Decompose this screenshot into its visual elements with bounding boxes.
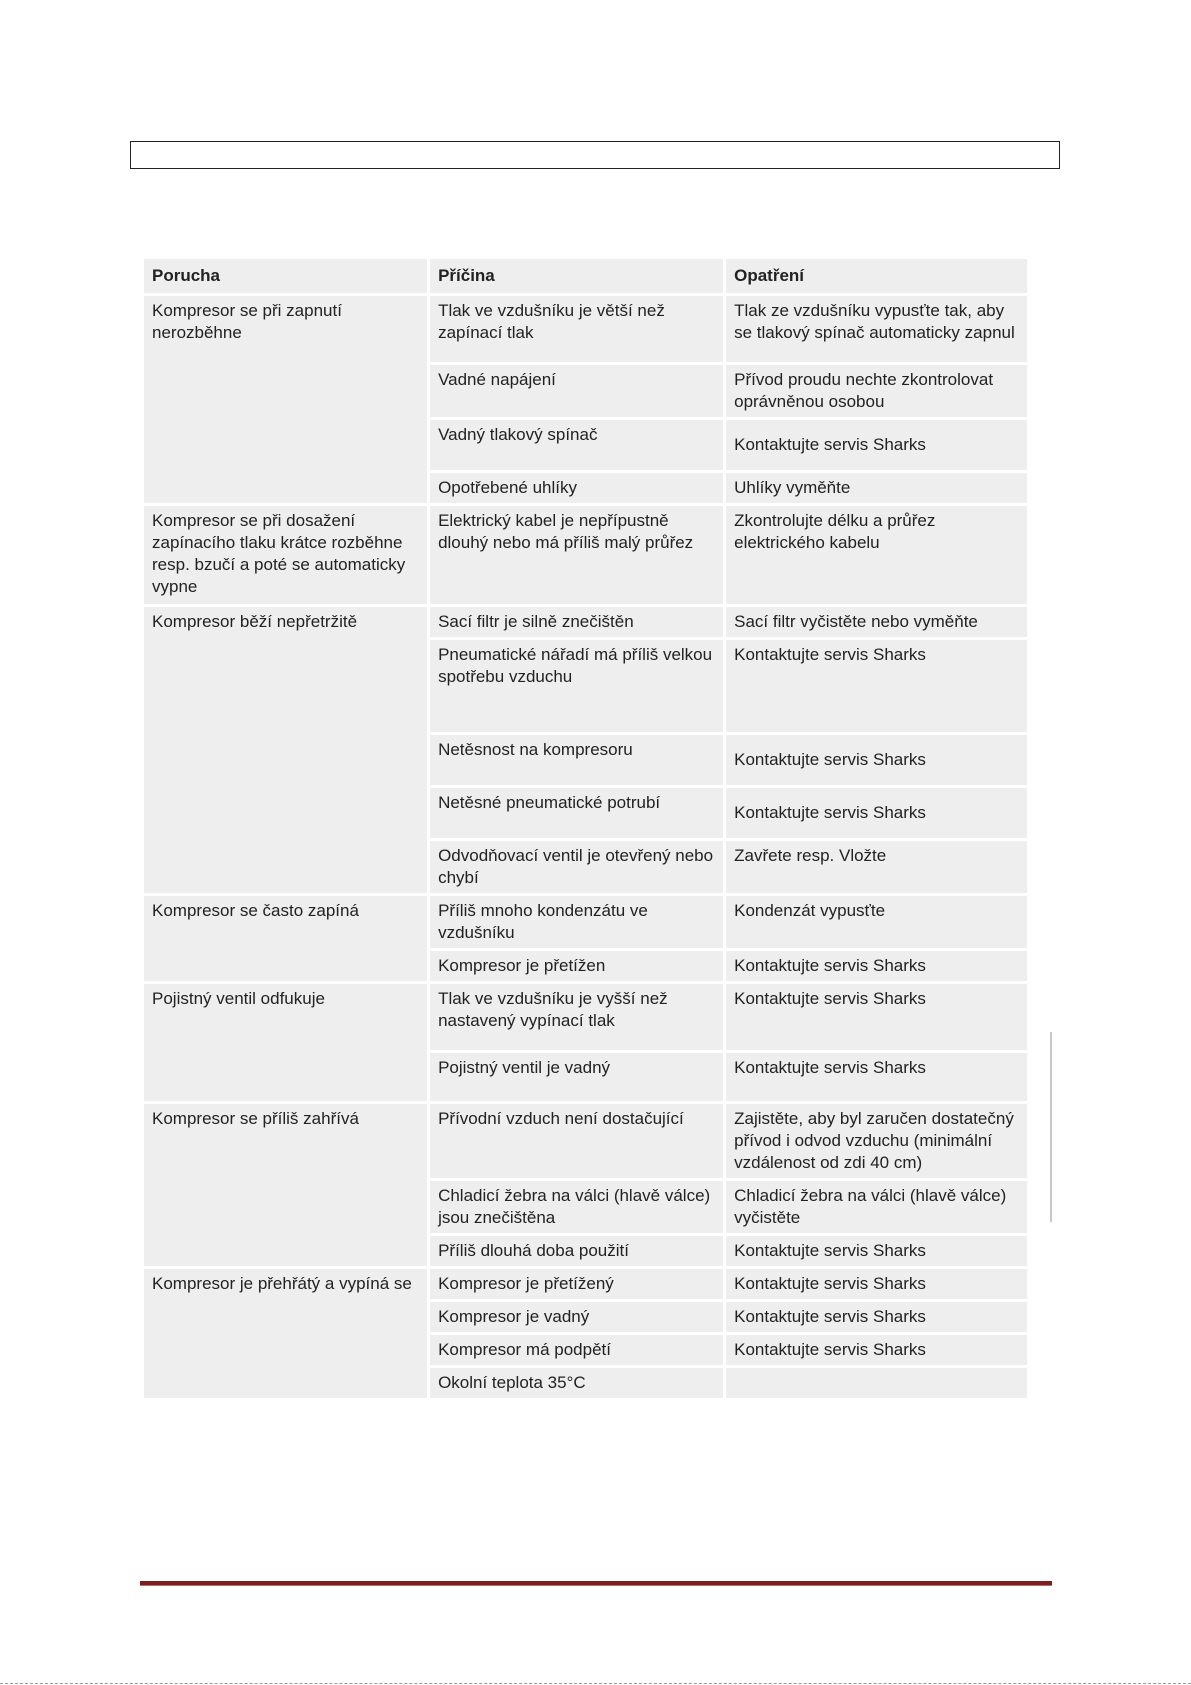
cause-cell: Pojistný ventil je vadný [430, 1053, 723, 1101]
page-break-line [0, 1683, 1191, 1684]
remedy-cell: Zkontrolujte délku a průřez elektrického kabelu [726, 506, 1027, 604]
remedy-cell [726, 1368, 1027, 1398]
table-row [144, 1269, 1027, 1299]
remedy-cell: Přívod proudu nechte zkontrolovat oprávněnou osobou [726, 365, 1027, 417]
remedy-cell: Kontaktujte servis Sharks [726, 420, 1027, 470]
remedy-cell: Kontaktujte servis Sharks [726, 984, 1027, 1050]
troubleshooting-table [141, 256, 1030, 1401]
remedy-cell: Kondenzát vypusťte [726, 896, 1027, 948]
header-remedy: Opatření [726, 259, 1027, 293]
cause-cell: Příliš mnoho kondenzátu ve vzdušníku [430, 896, 723, 948]
remedy-cell: Kontaktujte servis Sharks [726, 951, 1027, 981]
remedy-cell: Kontaktujte servis Sharks [726, 1302, 1027, 1332]
table-row [144, 607, 1027, 637]
table-row [144, 506, 1027, 604]
fault-cell: Pojistný ventil odfukuje [144, 984, 427, 1101]
fault-cell: Kompresor se při zapnutí nerozběhne [144, 296, 427, 503]
table-row [144, 896, 1027, 948]
remedy-cell: Zajistěte, aby byl zaručen dostatečný přívod i odvod vzduchu (minimální vzdálenost od zdi 40 cm) [726, 1104, 1027, 1178]
remedy-cell: Kontaktujte servis Sharks [726, 1236, 1027, 1266]
margin-line [1050, 1032, 1052, 1222]
remedy-cell: Kontaktujte servis Sharks [726, 1053, 1027, 1101]
cause-cell: Vadné napájení [430, 365, 723, 417]
remedy-cell: Kontaktujte servis Sharks [726, 735, 1027, 785]
cause-cell: Odvodňovací ventil je otevřený nebo chybí [430, 841, 723, 893]
header-fault: Porucha [144, 259, 427, 293]
cause-cell: Tlak ve vzdušníku je větší než zapínací tlak [430, 296, 723, 362]
table-row [144, 1104, 1027, 1178]
fault-cell: Kompresor je přehřátý a vypíná se [144, 1269, 427, 1398]
cause-cell: Vadný tlakový spínač [430, 420, 723, 470]
cause-cell: Opotřebené uhlíky [430, 473, 723, 503]
remedy-cell: Sací filtr vyčistěte nebo vyměňte [726, 607, 1027, 637]
cause-cell: Přívodní vzduch není dostačující [430, 1104, 723, 1178]
cause-cell: Pneumatické nářadí má příliš velkou spotřebu vzduchu [430, 640, 723, 732]
header-box [130, 141, 1060, 169]
remedy-cell: Zavřete resp. Vložte [726, 841, 1027, 893]
cause-cell: Kompresor je vadný [430, 1302, 723, 1332]
cause-cell: Sací filtr je silně znečištěn [430, 607, 723, 637]
cause-cell: Netěsnost na kompresoru [430, 735, 723, 785]
header-cause: Příčina [430, 259, 723, 293]
cause-cell: Netěsné pneumatické potrubí [430, 788, 723, 838]
cause-cell: Chladicí žebra na válci (hlavě válce) jsou znečištěna [430, 1181, 723, 1233]
remedy-cell: Kontaktujte servis Sharks [726, 1335, 1027, 1365]
cause-cell: Elektrický kabel je nepřípustně dlouhý nebo má příliš malý průřez [430, 506, 723, 604]
fault-cell: Kompresor se příliš zahřívá [144, 1104, 427, 1266]
cause-cell: Příliš dlouhá doba použití [430, 1236, 723, 1266]
cause-cell: Kompresor je přetížený [430, 1269, 723, 1299]
remedy-cell: Kontaktujte servis Sharks [726, 788, 1027, 838]
fault-cell: Kompresor se často zapíná [144, 896, 427, 981]
cause-cell: Okolní teplota 35°C [430, 1368, 723, 1398]
remedy-cell: Uhlíky vyměňte [726, 473, 1027, 503]
table-header-row [144, 259, 1027, 293]
cause-cell: Kompresor je přetížen [430, 951, 723, 981]
cause-cell: Tlak ve vzdušníku je vyšší než nastavený vypínací tlak [430, 984, 723, 1050]
remedy-cell: Tlak ze vzdušníku vypusťte tak, aby se tlakový spínač automaticky zapnul [726, 296, 1027, 362]
table-row [144, 984, 1027, 1050]
cause-cell: Kompresor má podpětí [430, 1335, 723, 1365]
fault-cell: Kompresor se při dosažení zapínacího tlaku krátce rozběhne resp. bzučí a poté se automaticky vypne [144, 506, 427, 604]
table-row [144, 296, 1027, 362]
fault-cell: Kompresor běží nepřetržitě [144, 607, 427, 893]
footer-rule [140, 1581, 1052, 1586]
remedy-cell: Kontaktujte servis Sharks [726, 640, 1027, 732]
remedy-cell: Chladicí žebra na válci (hlavě válce) vyčistěte [726, 1181, 1027, 1233]
remedy-cell: Kontaktujte servis Sharks [726, 1269, 1027, 1299]
